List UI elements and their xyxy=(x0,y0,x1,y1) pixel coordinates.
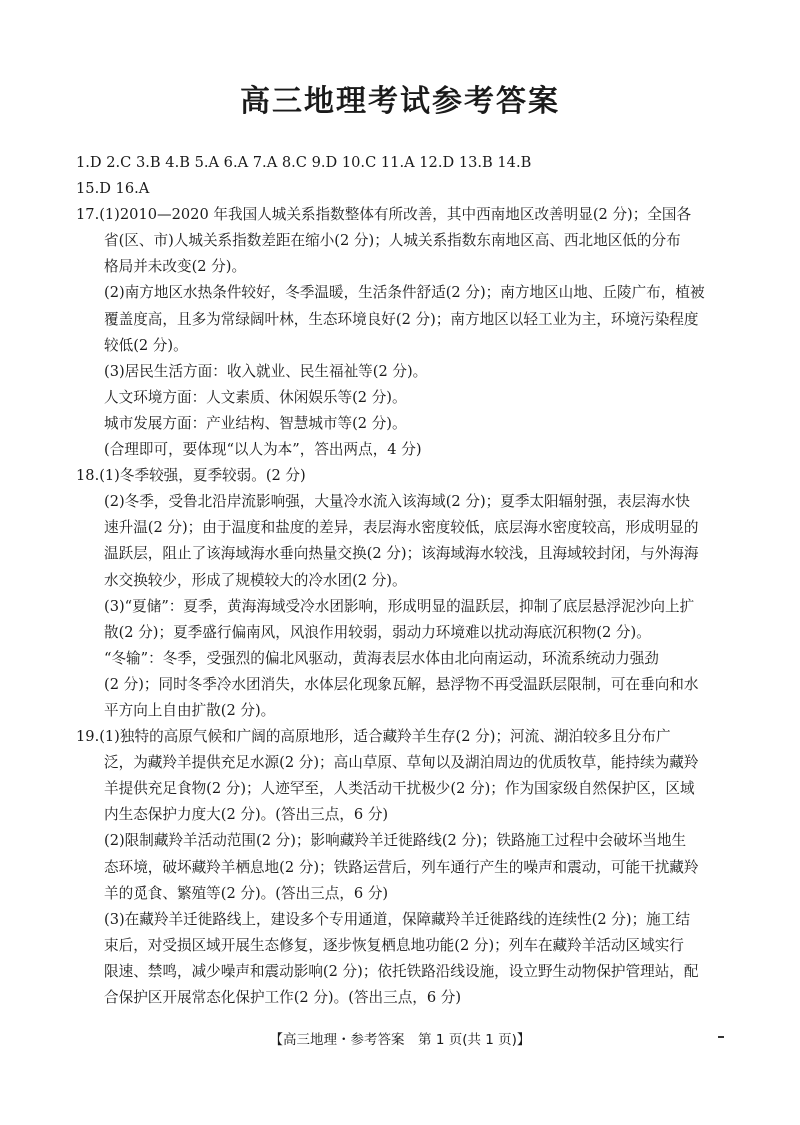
answer-line: 平方向上自由扩散(2 分)。 xyxy=(104,701,276,719)
answer-line: “冬输”：冬季，受强烈的偏北风驱动，黄海表层水体由北向南运动，环流系统动力强劲 xyxy=(104,649,659,667)
answer-line: (2 分)；同时冬季冷水团消失，水体层化现象瓦解，悬浮物不再受温跃层限制，可在垂向和水 xyxy=(104,675,699,693)
answer-line: 省(区、市)人城关系指数差距在缩小(2 分)；人城关系指数东南地区高、西北地区低的分布 xyxy=(104,232,681,250)
answer-line: 城市发展方面：产业结构、智慧城市等(2 分)。 xyxy=(104,414,407,432)
answer-line: 速升温(2 分)；由于温度和盐度的差异，表层海水密度较低，底层海水密度较高，形成明显的 xyxy=(104,519,699,537)
answer-line: 态环境，破坏藏羚羊栖息地(2 分)；铁路运营后，列车通行产生的噪声和震动，可能干扰藏羚 xyxy=(104,858,699,876)
answer-line: 人文环境方面：人文素质、休闲娱乐等(2 分)。 xyxy=(104,388,407,406)
answer-line: (3)在藏羚羊迁徙路线上，建设多个专用通道，保障藏羚羊迁徙路线的连续性(2 分)；施工结 xyxy=(104,910,690,928)
answer-line: 19.(1)独特的高原气候和广阔的高原地形，适合藏羚羊生存(2 分)；河流、湖泊较多且分布广 xyxy=(76,728,671,746)
answer-line: 1.D 2.C 3.B 4.B 5.A 6.A 7.A 8.C 9.D 10.C 11.A 12.D 13.B 14.B xyxy=(76,154,532,171)
answer-line: 较低(2 分)。 xyxy=(104,336,188,354)
answer-line: 水交换较少，形成了规模较大的冷水团(2 分)。 xyxy=(104,571,407,589)
answer-line: 束后，对受损区域开展生态修复，逐步恢复栖息地功能(2 分)；列车在藏羚羊活动区域实行 xyxy=(104,936,684,954)
answer-line: 15.D 16.A xyxy=(76,180,150,198)
answer-line: 羊的觅食、繁殖等(2 分)。(答出三点，6 分) xyxy=(104,884,389,902)
answer-line: 内生态保护力度大(2 分)。(答出三点，6 分) xyxy=(104,806,389,824)
answer-line: 18.(1)冬季较强，夏季较弱。(2 分) xyxy=(76,467,306,485)
answer-line: (2)南方地区水热条件较好，冬季温暖，生活条件舒适(2 分)；南方地区山地、丘陵广布，植被 xyxy=(104,284,705,302)
answer-line: 17.(1)2010—2020 年我国人城关系指数整体有所改善，其中西南地区改善明显(2 分)；全国各 xyxy=(76,206,692,224)
answer-line: 格局并未改变(2 分)。 xyxy=(104,258,247,276)
corner-mark xyxy=(718,1036,724,1038)
answer-line: (2)限制藏羚羊活动范围(2 分)；影响藏羚羊迁徙路线(2 分)；铁路施工过程中会破坏当地生 xyxy=(104,832,687,850)
answer-line: (3)居民生活方面：收入就业、民生福祉等(2 分)。 xyxy=(104,362,428,380)
answer-line: (3)“夏储”：夏季，黄海海域受冷水团影响，形成明显的温跃层，抑制了底层悬浮泥沙向上扩 xyxy=(104,597,695,615)
page-footer: 【高三地理・参考答案 第 1 页(共 1 页)】 xyxy=(269,1032,531,1048)
answer-line: 羊提供充足食物(2 分)；人迹罕至，人类活动干扰极少(2 分)；作为国家级自然保护区，区域 xyxy=(104,780,695,798)
answer-line: 温跃层，阻止了该海域海水垂向热量交换(2 分)；该海域海水较浅，且海域较封闭，与外海海 xyxy=(104,545,699,563)
answer-line: 限速、禁鸣，减少噪声和震动影响(2 分)；依托铁路沿线设施，设立野生动物保护管理站，配 xyxy=(104,962,699,980)
page-title: 高三地理考试参考答案 xyxy=(240,84,560,119)
answer-line: (2)冬季，受鲁北沿岸流影响强，大量冷水流入该海域(2 分)；夏季太阳辐射强，表层海水快 xyxy=(104,493,690,511)
answer-line: 泛，为藏羚羊提供充足水源(2 分)；高山草原、草甸以及湖泊周边的优质牧草，能持续为藏羚 xyxy=(104,754,699,772)
answer-line: 覆盖度高，且多为常绿阔叶林，生态环境良好(2 分)；南方地区以轻工业为主，环境污染程度 xyxy=(104,310,699,328)
answer-line: 合保护区开展常态化保护工作(2 分)。(答出三点，6 分) xyxy=(104,989,462,1006)
answer-line: (合理即可，要体现“以人为本”，答出两点，4 分) xyxy=(104,441,422,459)
answer-body xyxy=(76,150,724,1011)
answer-line: 散(2 分)；夏季盛行偏南风，风浪作用较弱，弱动力环境难以扰动海底沉积物(2 分)。 xyxy=(104,623,651,641)
